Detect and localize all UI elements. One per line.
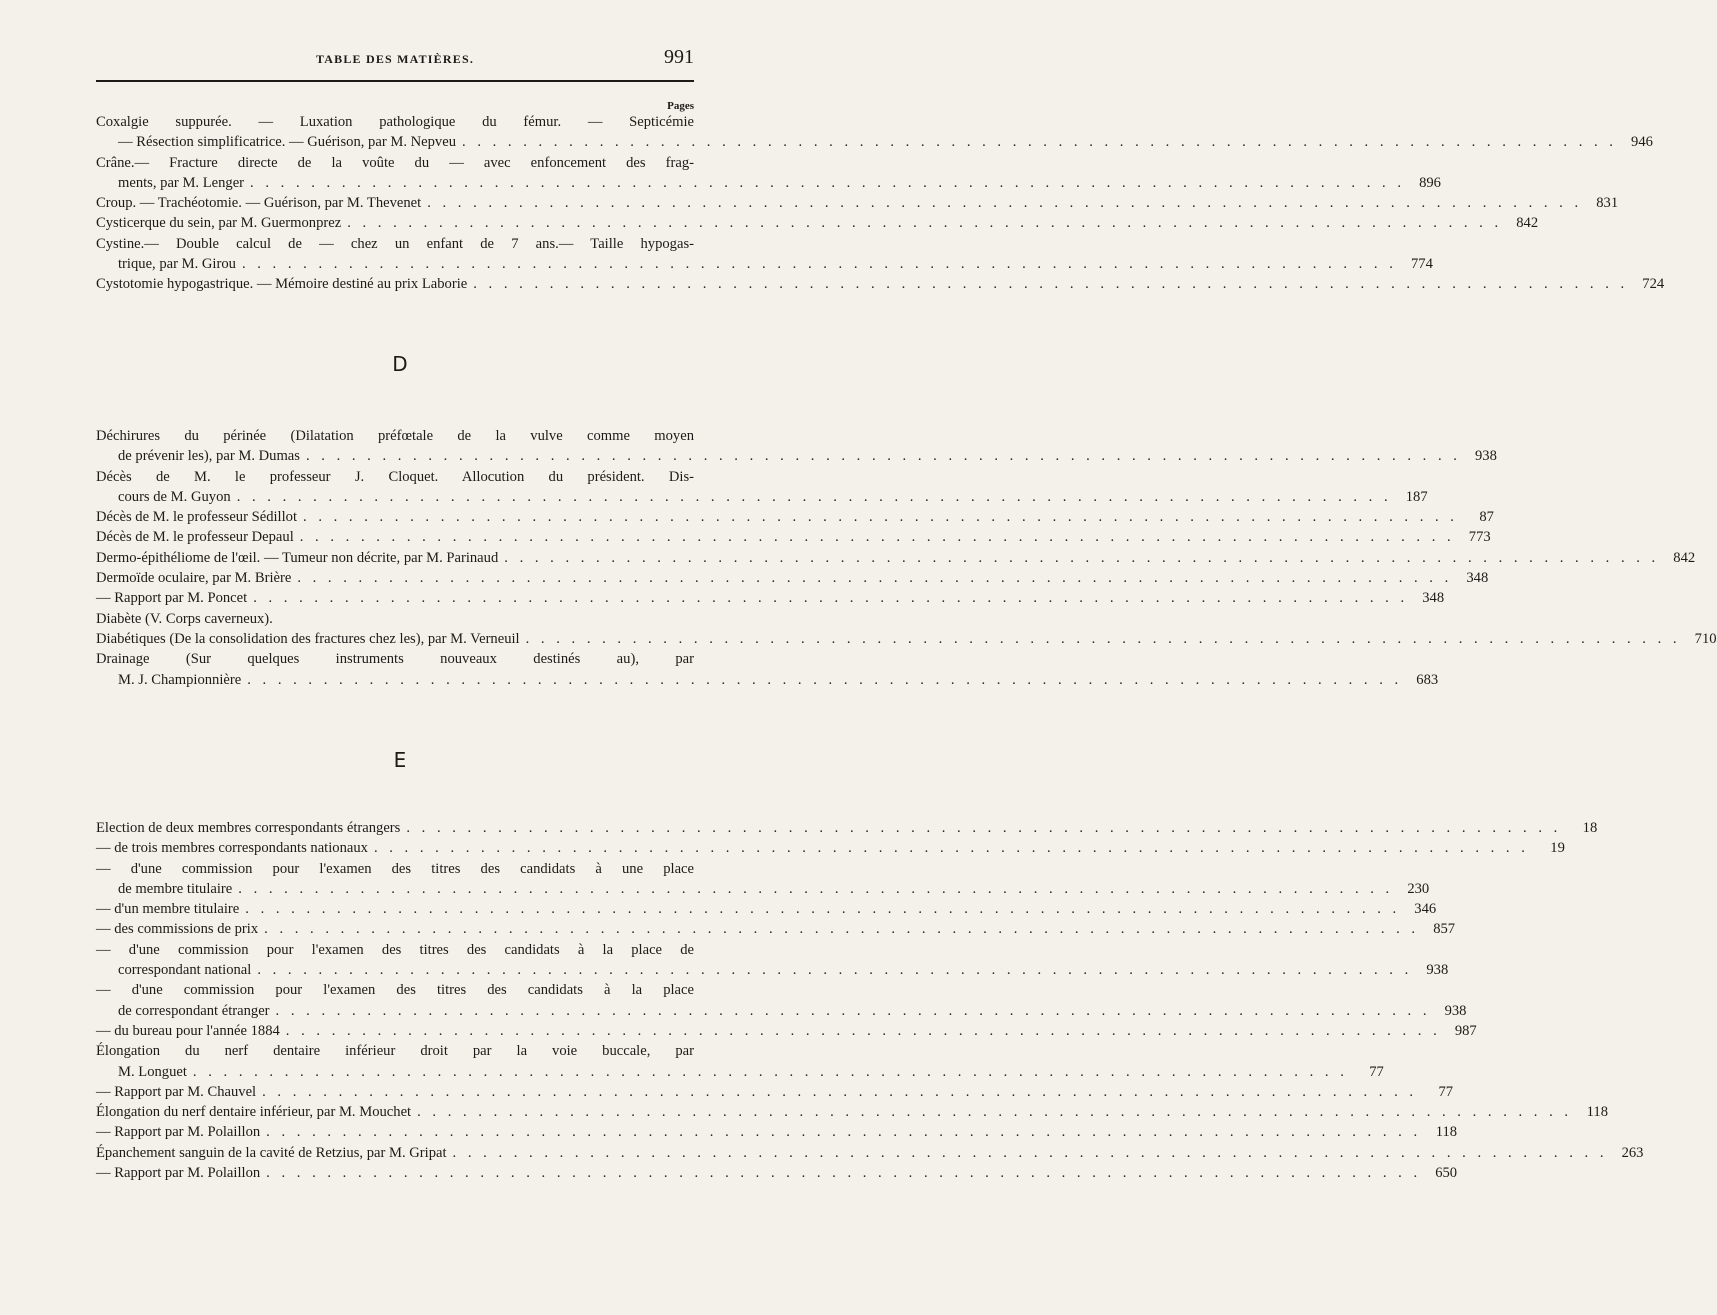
index-entry-text: Décès de M. le professeur Sédillot [96, 509, 298, 526]
index-entry-page: 348 [1422, 590, 1445, 607]
index-entry-page: 187 [1405, 488, 1428, 505]
index-entry-page: 87 [1479, 509, 1494, 526]
index-entry-line [96, 173, 1441, 193]
index-entry [96, 588, 1445, 608]
index-entry-line [96, 254, 1433, 274]
dot-leader [306, 446, 1461, 466]
dot-leader [237, 487, 1392, 507]
index-entry-line [96, 274, 1665, 294]
dot-leader [253, 588, 1408, 608]
index-entry-line [96, 859, 694, 879]
dot-leader [297, 568, 1452, 588]
index-entry-page: 348 [1466, 570, 1489, 587]
pages-column-label: Pages [667, 100, 694, 112]
dot-leader [453, 1143, 1608, 1163]
index-entry [96, 193, 1619, 213]
index-entry-page: 710 [1694, 630, 1717, 647]
index-entry-page: 650 [1435, 1165, 1458, 1182]
index-entry-page: 842 [1673, 549, 1696, 566]
index-entry-line [96, 507, 1494, 527]
index-entry-text: Dermo-épithéliome de l'œil. — Tumeur non décrite, par M. Parinaud [96, 549, 499, 566]
index-entry-text: Coxalgie suppurée. — Luxation pathologique du fémur. — Septicémie [96, 114, 694, 130]
index-entry-text: Décès de M. le professeur Depaul [96, 529, 294, 546]
section-letter-e: E [393, 748, 407, 772]
index-entry-line [96, 980, 694, 1000]
index-entry [96, 1082, 1454, 1102]
index-entry-text: de prévenir les), par M. Dumas [118, 448, 300, 465]
index-entry-line [96, 940, 694, 960]
index-entry [96, 940, 1449, 981]
dot-leader [286, 1021, 1441, 1041]
index-entry-line [96, 568, 1489, 588]
index-entry-text: ments, par M. Lenger [118, 174, 245, 191]
index-entry-text: Election de deux membres correspondants étrangers [96, 820, 401, 836]
page-number: 991 [664, 46, 694, 68]
index-entry [96, 426, 1497, 467]
index-entry [96, 467, 1428, 508]
dot-leader [300, 527, 1455, 547]
index-entry [96, 234, 1433, 275]
section-e [96, 818, 1644, 1183]
index-entry-line [96, 1163, 1458, 1183]
index-entry-line [96, 153, 694, 173]
index-entry-line [96, 899, 1437, 919]
index-entry-page: 774 [1410, 256, 1433, 273]
index-entry-page: 19 [1550, 840, 1565, 857]
index-entry-page: 724 [1642, 276, 1665, 293]
dot-leader [264, 919, 1419, 939]
index-entry-text: — Rapport par M. Polaillon [96, 1165, 261, 1182]
index-entry-page: 938 [1426, 962, 1449, 979]
index-entry-text: — de trois membres correspondants nationaux [96, 840, 368, 857]
index-entry-text: Dermoïde oculaire, par M. Brière [96, 570, 292, 587]
index-entry [96, 919, 1456, 939]
dot-leader [266, 1122, 1421, 1142]
index-entry-line [96, 1062, 1384, 1082]
dot-leader [262, 1082, 1417, 1102]
dot-leader [347, 213, 1502, 233]
index-entry-text: — d'une commission pour l'examen des titres des candidats à une place [96, 860, 694, 877]
dot-leader [374, 838, 1529, 858]
dot-leader [417, 1102, 1572, 1122]
index-entry [96, 1122, 1458, 1142]
section-d [96, 426, 1717, 690]
index-entry-line [96, 213, 1539, 233]
dot-leader [462, 132, 1617, 152]
index-entry-text: — Résection simplificatrice. — Guérison, par M. Nepveu [118, 134, 457, 151]
index-entry-text: Crâne.— Fracture directe de la voûte du — avec enfoncement des frag- [96, 154, 694, 171]
dot-leader [247, 670, 1402, 690]
index-entry-line [96, 132, 1653, 152]
index-entry-line [96, 487, 1428, 507]
index-entry [96, 274, 1665, 294]
index-entry-page: 77 [1369, 1063, 1384, 1080]
index-entry [96, 629, 1717, 649]
index-entry-page: 77 [1438, 1083, 1454, 1100]
index-entry-line [96, 919, 1456, 939]
dot-leader [427, 193, 1582, 213]
dot-leader [242, 254, 1397, 274]
index-entry-line [96, 1122, 1458, 1142]
index-entry-page: 946 [1631, 134, 1653, 151]
index-entry-text: Déchirures du périnée (Dilatation préfœtale de la vulve comme moyen [96, 428, 694, 444]
index-entry-line [96, 629, 1717, 649]
dot-leader [257, 960, 1412, 980]
index-entry-page: 118 [1435, 1124, 1458, 1141]
index-entry-page: 773 [1468, 529, 1491, 546]
index-entry-text: — Rapport par M. Poncet [96, 590, 248, 607]
dot-leader [276, 1001, 1431, 1021]
dot-leader [266, 1163, 1421, 1183]
index-entry-line [96, 670, 1439, 690]
index-entry-text: — du bureau pour l'année 1884 [96, 1022, 280, 1039]
index-entry [96, 1021, 1477, 1041]
dot-leader [406, 818, 1561, 838]
index-entry-page: 938 [1444, 1002, 1467, 1019]
index-entry-text: — d'une commission pour l'examen des titres des candidats à la place de [96, 941, 694, 958]
index-entry-page: 896 [1419, 174, 1441, 191]
index-entry-line [96, 548, 1696, 568]
index-entry-page: 263 [1621, 1144, 1644, 1161]
index-entry-text: — Rapport par M. Polaillon [96, 1124, 261, 1141]
index-entry-line [96, 446, 1497, 466]
index-entry [96, 548, 1696, 568]
section-letter-d: D [392, 352, 408, 376]
index-entry-page: 346 [1414, 901, 1437, 918]
index-entry-line [96, 818, 1598, 838]
index-entry [96, 153, 1441, 194]
index-entry-page: 842 [1516, 215, 1539, 232]
index-entry-line [96, 1001, 1467, 1021]
index-entry-text: Décès de M. le professeur J. Cloquet. Allocution du président. Dis- [96, 468, 694, 485]
index-entry [96, 838, 1565, 858]
dot-leader [303, 507, 1458, 527]
index-entry-text: correspondant national [118, 962, 252, 979]
dot-leader [250, 173, 1405, 193]
index-entry [96, 1143, 1644, 1163]
index-entry-page: 230 [1407, 880, 1430, 897]
dot-leader [238, 879, 1393, 899]
index-entry-text: Élongation du nerf dentaire inférieur droit par la voie buccale, par [96, 1043, 694, 1060]
section-c [96, 112, 1665, 295]
index-entry-text: — des commissions de prix [96, 921, 259, 938]
dot-leader [504, 548, 1659, 568]
dot-leader [245, 899, 1400, 919]
index-entry-text: Élongation du nerf dentaire inférieur, par M. Mouchet [96, 1104, 412, 1121]
index-entry-line [96, 879, 1430, 899]
index-entry-page: 938 [1475, 448, 1497, 465]
index-entry-line [96, 527, 1491, 547]
index-entry [96, 818, 1598, 838]
index-entry-text: — Rapport par M. Chauvel [96, 1083, 257, 1100]
index-entry-line [96, 960, 1449, 980]
index-entry-text: Cysticerque du sein, par M. Guermonprez [96, 215, 342, 232]
index-entry [96, 507, 1494, 527]
index-entry-line [96, 1143, 1644, 1163]
index-entry [96, 1102, 1609, 1122]
header-rule [96, 80, 694, 82]
index-entry-page: 683 [1416, 671, 1439, 688]
index-entry-line [96, 1082, 1454, 1102]
index-entry-text: Épanchement sanguin de la cavité de Retzius, par M. Gripat [96, 1144, 447, 1161]
index-entry-page: 18 [1582, 820, 1598, 836]
index-entry-line [96, 467, 694, 487]
index-entry [96, 1163, 1458, 1183]
index-entry [96, 649, 1439, 690]
index-entry-line [96, 649, 694, 669]
index-entry [96, 1041, 1384, 1082]
index-entry-text: Croup. — Trachéotomie. — Guérison, par M. Thevenet [96, 195, 422, 212]
index-entry-line [96, 609, 694, 629]
index-entry-text: — d'un membre titulaire [96, 901, 240, 918]
index-entry-line [96, 1102, 1609, 1122]
index-entry-page: 118 [1586, 1104, 1609, 1121]
index-entry-page: 857 [1433, 921, 1456, 938]
index-entry-text: — d'une commission pour l'examen des titres des candidats à la place [96, 982, 694, 999]
dot-leader [193, 1062, 1348, 1082]
index-entry-text: M. J. Championnière [118, 671, 242, 688]
index-entry [96, 899, 1437, 919]
index-entry-line [96, 1041, 694, 1061]
index-entry [96, 527, 1491, 547]
index-entry-line [96, 1021, 1477, 1041]
index-entry-text: de correspondant étranger [118, 1002, 270, 1019]
index-entry-text: cours de M. Guyon [118, 488, 231, 505]
index-entry-line [96, 112, 694, 132]
index-entry [96, 112, 1653, 153]
index-entry-line [96, 193, 1619, 213]
index-entry-text: Diabétiques (De la consolidation des fractures chez les), par M. Verneuil [96, 630, 520, 647]
dot-leader [526, 629, 1681, 649]
index-entry-text: Cystine.— Double calcul de — chez un enfant de 7 ans.— Taille hypogas- [96, 235, 694, 252]
index-entry [96, 980, 1467, 1021]
index-entry-text: de membre titulaire [118, 880, 233, 897]
dot-leader [473, 274, 1628, 294]
running-title: TABLE DES MATIÈRES. [315, 52, 475, 66]
index-entry-line [96, 426, 694, 446]
index-entry-text: Diabète (V. Corps caverneux). [96, 610, 273, 627]
index-entry-text: Cystotomie hypogastrique. — Mémoire destiné au prix Laborie [96, 276, 468, 293]
index-entry [96, 859, 1430, 900]
index-entry-text: trique, par M. Girou [118, 256, 236, 273]
index-entry-text: M. Longuet [118, 1063, 187, 1080]
index-entry-text: Drainage (Sur quelques instruments nouveaux destinés au), par [96, 651, 694, 668]
index-entry-page: 987 [1454, 1022, 1477, 1039]
index-entry [96, 568, 1489, 588]
index-entry-line [96, 234, 694, 254]
index-entry-line [96, 588, 1445, 608]
index-entry [96, 609, 694, 629]
running-head [96, 46, 694, 76]
index-entry [96, 213, 1539, 233]
index-entry-line [96, 838, 1565, 858]
index-entry-page: 831 [1596, 195, 1619, 212]
